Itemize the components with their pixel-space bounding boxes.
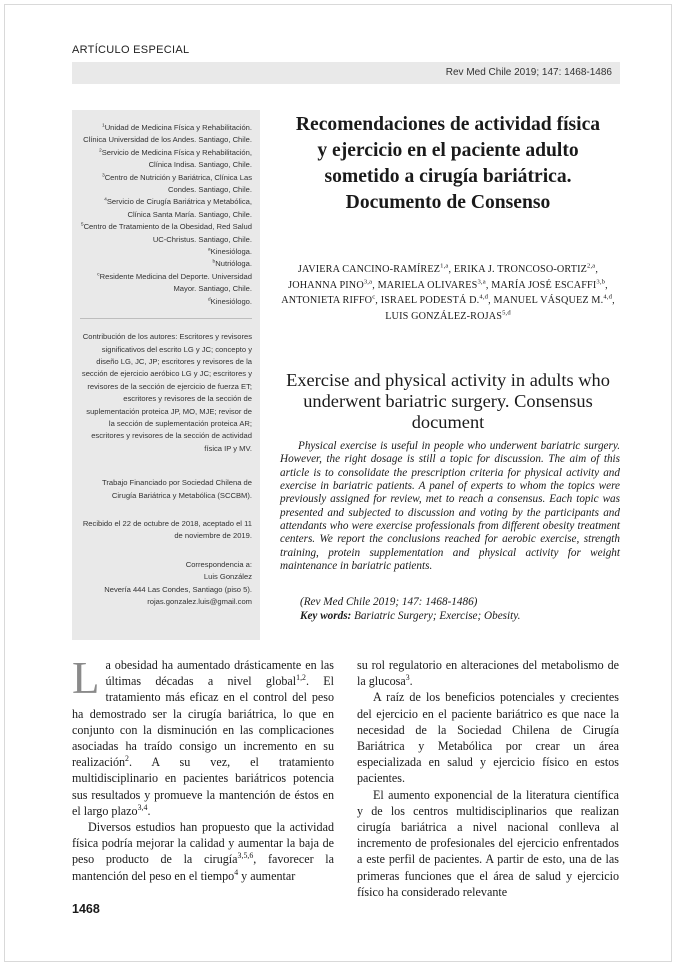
body-column-right — [357, 657, 619, 900]
author-name: ANTONIETA RIFFO — [281, 295, 373, 307]
body-paragraph: A raíz de los beneficios potenciales y crecientes del ejercicio en el paciente bariátrico es que nace la necesidad de la Sociedad Chilena de Cirugía Bariátrica y Metabólica por crear un área especializada en salud y ejercicio físico en estos pacientes. — [357, 690, 619, 786]
english-title: Exercise and physical activity in adults who underwent bariatric surgery. Consensus document — [286, 370, 610, 432]
author-affiliation: 3,a — [363, 278, 373, 286]
affiliation-item — [80, 221, 252, 246]
page-number: 1468 — [72, 902, 100, 916]
sidebar-divider — [80, 318, 252, 319]
article-title: Recomendaciones de actividad física y ejercicio en el paciente adulto sometido a cirugía bariátrica. Documento de Consenso — [295, 114, 601, 213]
affiliation-marker: 2 — [98, 148, 102, 154]
author-contributions: Contribución de los autores: Escritores y revisores significativos del escrito LG y JC; concepto y diseño LG, JC, JP; escritores y revisores de la sección de ejercicio aeróbico LG y JC; escritores y revisores de la sección de ejercicio de fuerza ET; escritores y revisores de la sección de suplementación proteica JP, MO, MJE; revisor de la sección de suplementación proteica AR; escritores y revisores de la sección de actividad física IP y MV. — [81, 332, 252, 453]
author-name: MARÍA JOSÉ ESCAFFI — [491, 279, 597, 291]
affiliation-item — [80, 172, 252, 197]
affiliation-marker: c — [97, 272, 100, 278]
body-paragraph: su rol regulatorio en alteraciones del metabolismo de la glucosa$^3$. — [357, 658, 619, 689]
affiliation-text: Unidad de Medicina Física y Rehabilitación. Clínica Universidad de los Andes. Santiago, Chile. — [83, 123, 252, 145]
correspondence-address: Nevería 444 Las Condes, Santiago (piso 5). — [104, 584, 252, 594]
reference-marker: 3,5,6 — [237, 851, 254, 861]
drop-cap: L — [72, 653, 100, 703]
affiliation-marker: 1 — [101, 123, 105, 129]
author-name: MARIELA OLIVARES — [377, 279, 478, 291]
abstract: Physical exercise is useful in people who underwent bariatric surgery. However, the right dosage is still a topic for discussion. The aim of this article is to consolidate the prescription criteria for physical activity and exercise in bariatric patients. A panel of experts to whom the topics were previously assigned for review, met to reach a consensus. Each topic was presented and subjected to discussion and voting by the participants and attendants who were exercise professionals from different obesity treatment centers. We report the conclusions reached for aerobic exercise, strength training, protein supplementation and physical activity for weight maintenance in bariatric patients. — [280, 440, 620, 573]
affiliation-item — [80, 147, 252, 172]
correspondence-email: rojas.gonzalez.luis@gmail.com — [147, 597, 252, 606]
citation: (Rev Med Chile 2019; 147: 1468-1486) — [300, 596, 478, 608]
author-affiliation: 4,d — [479, 293, 489, 301]
affiliation-item — [80, 296, 252, 308]
affiliation-item — [80, 246, 252, 258]
affiliation-item — [80, 258, 252, 270]
author-affiliation: 5,d — [502, 309, 511, 317]
author-affiliation: 3,b — [596, 278, 606, 286]
received-date: Recibido el 22 de octubre de 2018, aceptado el 11 de noviembre de 2019. — [82, 518, 252, 541]
reference-marker: 3,4 — [137, 802, 148, 812]
section-label: ARTÍCULO ESPECIAL — [72, 44, 190, 56]
correspondence-label: Correspondencia a: — [185, 559, 252, 569]
keywords-label: Key words: — [300, 610, 352, 622]
affiliation-text: Servicio de Medicina Física y Rehabilitación, Clínica Indisa. Santiago, Chile. — [101, 147, 252, 170]
author-name: MANUEL VÁSQUEZ M. — [493, 295, 604, 307]
author-name: JAVIERA CANCINO-RAMÍREZ — [297, 264, 441, 275]
author-name: LUIS GONZÁLEZ-ROJAS — [385, 310, 503, 322]
author-name: ISRAEL PODESTÁ D. — [380, 295, 480, 307]
affiliation-text: Centro de Nutrición y Bariátrica, Clínica Las Condes. Santiago, Chile. — [104, 172, 252, 195]
affiliation-text: Nutrióloga. — [215, 259, 252, 269]
author-affiliation: 1,a — [440, 262, 449, 270]
correspondence-name: Luis González — [203, 572, 252, 582]
affiliation-text: Servicio de Cirugía Bariátrica y Metabólica, Clínica Santa María. Santiago, Chile. — [106, 197, 252, 219]
keywords-text: Bariatric Surgery; Exercise; Obesity. — [354, 610, 521, 622]
author-name: ERIKA J. TRONCOSO-ORTIZ — [453, 264, 588, 275]
author-affiliation: c — [372, 293, 376, 301]
reference-marker: 1,2 — [296, 673, 306, 683]
keywords — [300, 610, 520, 622]
author-affiliation: 3,a — [477, 278, 486, 286]
affiliations — [80, 122, 252, 308]
affiliation-text: Kinesiólogo. — [210, 296, 252, 306]
journal-reference: Rev Med Chile 2019; 147: 1468-1486 — [72, 62, 620, 84]
affiliation-text: Residente Medicina del Deporte. Universidad Mayor. Santiago, Chile. — [99, 271, 252, 294]
sidebar — [72, 110, 260, 640]
affiliation-text: Kinesióloga. — [210, 247, 252, 257]
author-name: JOHANNA PINO — [288, 279, 364, 291]
affiliation-marker: 3 — [101, 173, 105, 179]
author-affiliation: 4,d — [603, 293, 613, 301]
body-column-left — [72, 653, 334, 884]
author-list: JAVIERA CANCINO-RAMÍREZ$^{1,a}$, ERIKA J. TRONCOSO-ORTIZ$^{2,a}$, JOHANNA PINO$^{3,a}$, MARIELA OLIVARES$^{3,a}$, MARÍA JOSÉ ESCAFFI$^{3,b}$, ANTONIETA RIFFO$^c$, ISRAEL PODESTÁ D.$^{4,d}$, MANUEL VÁSQUEZ M.$^{4,d}$, LUIS GONZÁLEZ-ROJAS$^{5,d}$ — [281, 262, 615, 322]
affiliation-item — [80, 271, 252, 296]
reference-marker: 2 — [125, 754, 129, 764]
affiliation-marker: 4 — [104, 197, 107, 203]
affiliation-marker: b — [212, 259, 216, 265]
author-affiliation: 2,a — [587, 262, 596, 270]
affiliation-item — [80, 122, 252, 147]
affiliation-text: Centro de Tratamiento de la Obesidad, Red Salud UC-Christus. Santiago, Chile. — [83, 222, 252, 244]
affiliation-marker: 5 — [80, 222, 84, 228]
body-paragraph: Diversos estudios han propuesto que la actividad física podría mejorar la calidad y aumentar la baja de peso producto de la cirugía$^{3,5,6}$, favorecer la mantención del peso en el tiempo$^4$ y aumentar — [72, 820, 334, 883]
reference-marker: 3 — [405, 673, 410, 683]
reference-marker: 4 — [234, 867, 239, 877]
affiliation-marker: a — [207, 247, 211, 253]
body-paragraph: La obesidad ha aumentado drásticamente en las últimas décadas a nivel global$^{1,2}$. El tratamiento más eficaz en el control del peso ha demostrado ser la cirugía bariátrica, lo que en conjunto con la disminución en las complicaciones asociadas ha traído consigo un incremento en su realización$^2$. A su vez, el tratamiento multidisciplinario en pacientes bariátricos potencia sus resultados y promueve la mantención de éstos en el largo plazo$^{3,4}$. — [72, 653, 334, 818]
affiliation-item — [80, 196, 252, 221]
funding-note: Trabajo Financiado por Sociedad Chilena de Cirugía Bariátrica y Metabólica (SCCBM). — [101, 478, 252, 500]
body-paragraph: El aumento exponencial de la literatura científica y de los centros multidisciplinarios que realizan cirugía bariátrica a nivel nacional conlleva al incremento de profesionales del ejercicio enfrentados a este perfil de pacientes. A partir de esto, una de las primeras funciones que el área de salud y ejercicio físico ha considerado relevante — [357, 787, 619, 899]
affiliation-marker: d — [207, 297, 211, 303]
